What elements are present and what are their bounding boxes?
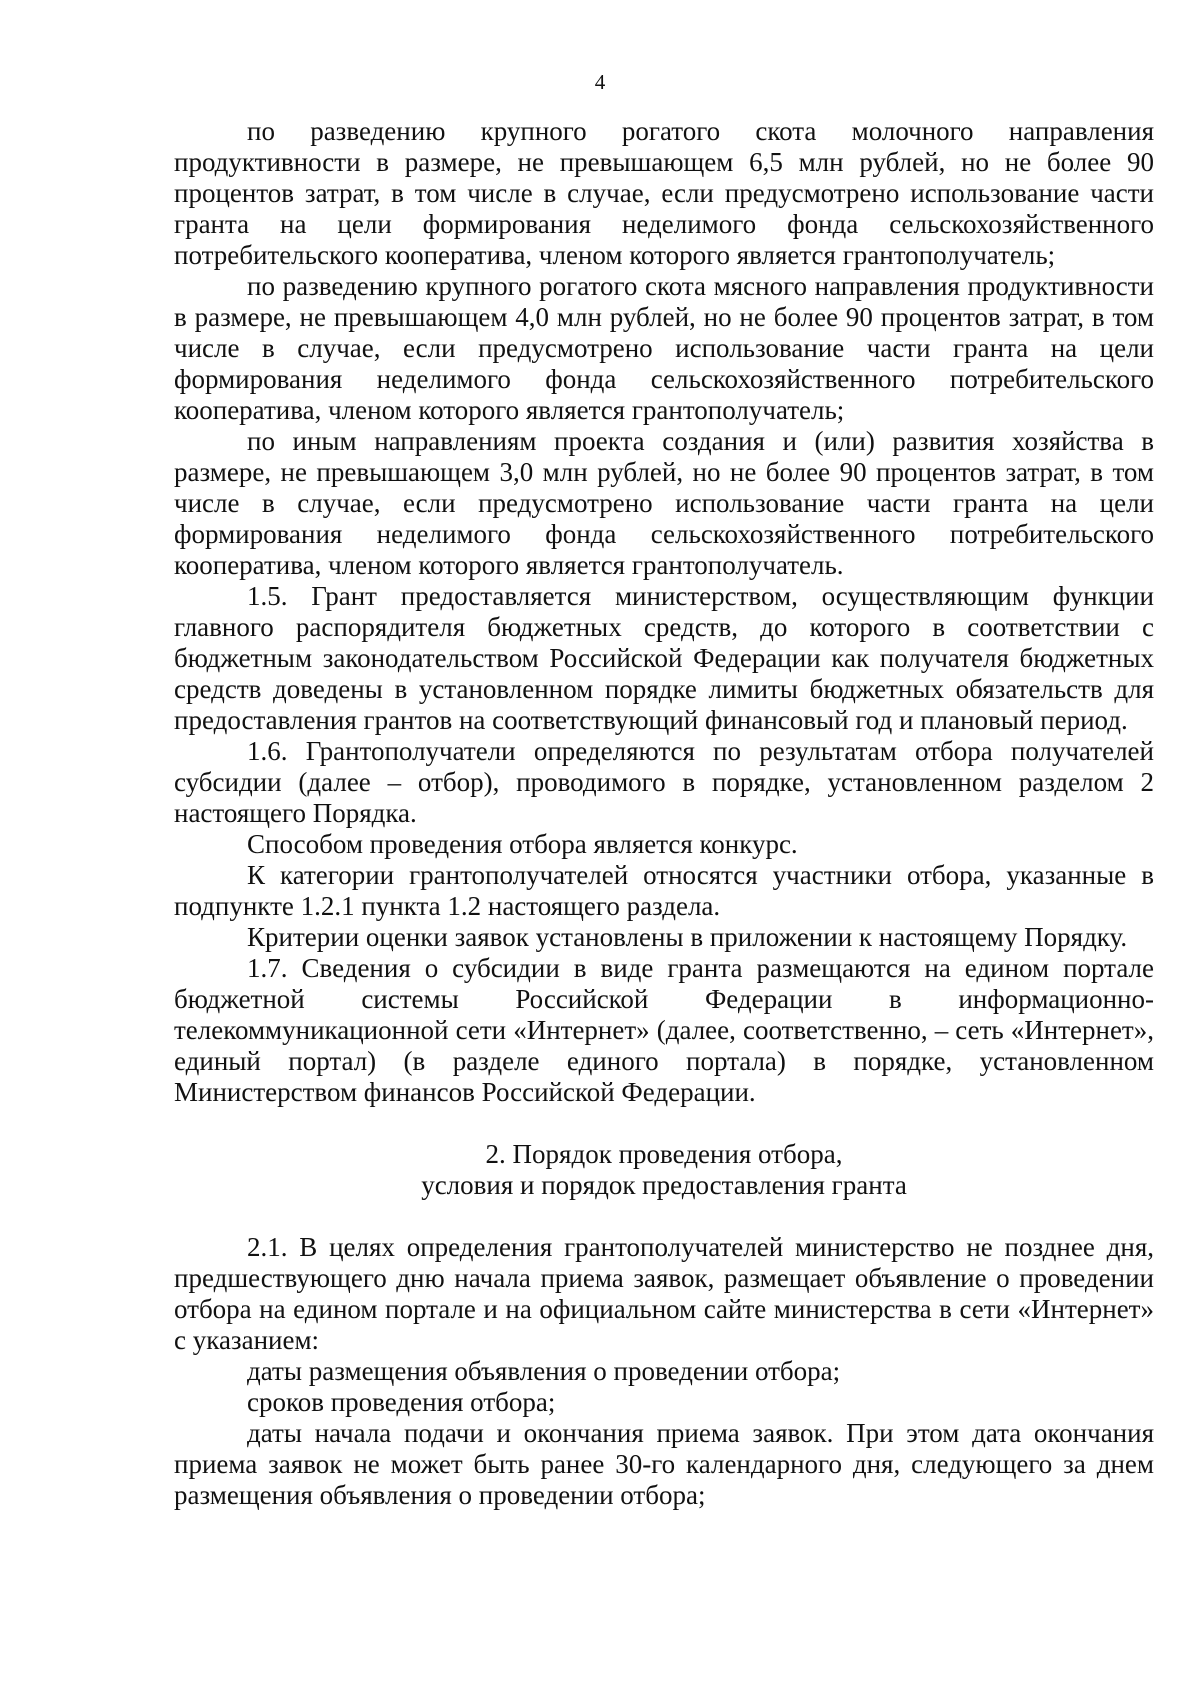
paragraph-recipient-category: К категории грантополучателей относятся участники отбора, указанные в подпункте 1.2.1 пункта 1.2 настоящего раздела. xyxy=(174,860,1154,921)
paragraph-1-7: 1.7. Сведения о субсидии в виде гранта размещаются на едином портале бюджетной системы Российской Федерации в информационно-телекоммуникационной сети «Интернет» (далее, соответственно, – сеть «Интернет», единый портал) (в разделе единого портала) в порядке, установленном Министерством финансов Российской Федерации. xyxy=(174,953,1154,1107)
paragraph-application-dates: даты начала подачи и окончания приема заявок. При этом дата окончания приема заявок не может быть ранее 30-го календарного дня, следующего за днем размещения объявления о проведении отбора; xyxy=(174,1418,1154,1510)
paragraph-selection-terms: сроков проведения отбора; xyxy=(247,1387,556,1417)
page-number: 4 xyxy=(594,70,606,94)
paragraph-dairy-cattle: по разведению крупного рогатого скота молочного направления продуктивности в размере, не превышающем 6,5 млн рублей, но не более 90 процентов затрат, в том числе в случае, если предусмотрено использование части гранта на цели формирования неделимого фонда сельскохозяйственного потребительского кооператива, членом которого является грантополучатель; xyxy=(174,116,1154,270)
paragraph-beef-cattle: по разведению крупного рогатого скота мясного направления продуктивности в размере, не превышающем 4,0 млн рублей, но не более 90 процентов затрат, в том числе в случае, если предусмотрено использование части гранта на цели формирования неделимого фонда сельскохозяйственного потребительского кооператива, членом которого является грантополучатель; xyxy=(174,271,1154,425)
paragraph-1-5: 1.5. Грант предоставляется министерством, осуществляющим функции главного распорядителя бюджетных средств, до которого в соответствии с бюджетным законодательством Российской Федерации как получателя бюджетных средств доведены в установленном порядке лимиты бюджетных обязательств для предоставления грантов на соответствующий финансовый год и плановый период. xyxy=(174,581,1154,735)
paragraph-other-directions: по иным направлениям проекта создания и (или) развития хозяйства в размере, не превышающем 3,0 млн рублей, но не более 90 процентов затрат, в том числе в случае, если предусмотрено использование части гранта на цели формирования неделимого фонда сельскохозяйственного потребительского кооператива, членом которого является грантополучатель. xyxy=(174,426,1154,580)
section-heading-line-2: условия и порядок предоставления гранта xyxy=(421,1170,907,1200)
paragraph-announcement-date: даты размещения объявления о проведении отбора; xyxy=(247,1356,841,1386)
paragraph-evaluation-criteria: Критерии оценки заявок установлены в приложении к настоящему Порядку. xyxy=(247,922,1128,952)
section-heading xyxy=(174,1139,1154,1201)
paragraph-1-6: 1.6. Грантополучатели определяются по результатам отбора получателей субсидии (далее – отбор), проводимого в порядке, установленном разделом 2 настоящего Порядка. xyxy=(174,736,1154,828)
paragraph-selection-method: Способом проведения отбора является конкурс. xyxy=(247,829,798,859)
section-heading-line-1: 2. Порядок проведения отбора, xyxy=(485,1139,843,1169)
document-body xyxy=(174,116,1154,1511)
paragraph-2-1: 2.1. В целях определения грантополучателей министерство не позднее дня, предшествующего дню начала приема заявок, размещает объявление о проведении отбора на едином портале и на официальном сайте министерства в сети «Интернет» с указанием: xyxy=(174,1232,1154,1355)
